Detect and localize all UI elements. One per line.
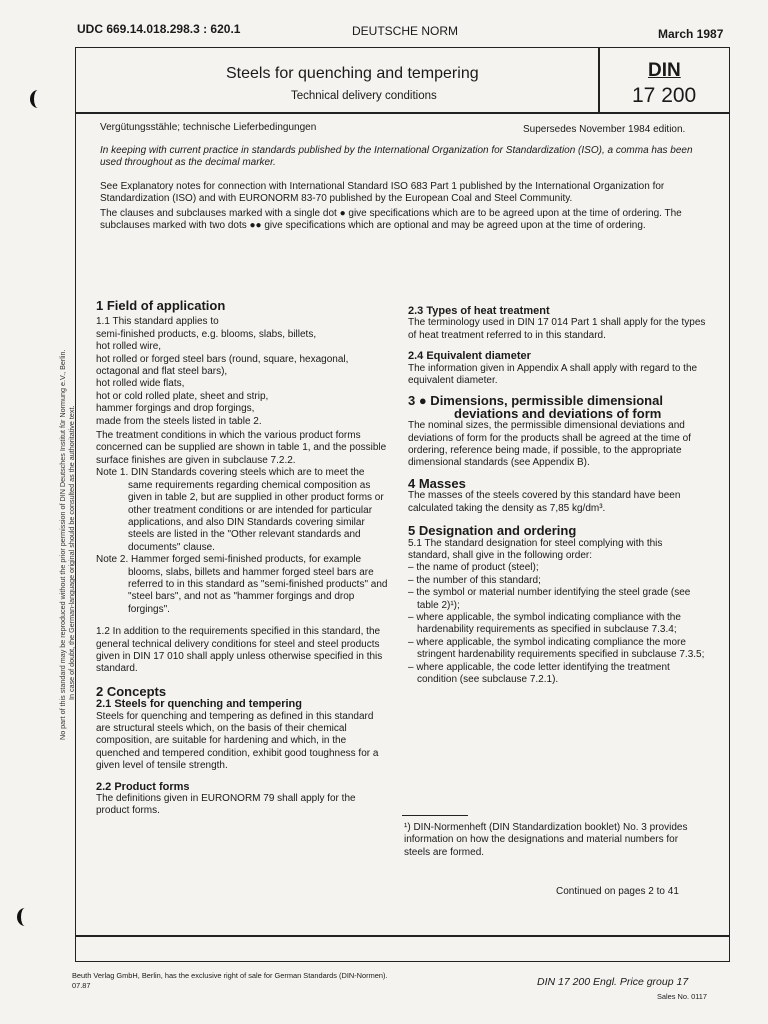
din-number: 17 200 — [632, 84, 697, 107]
clauses-note: The clauses and subclauses marked with a single dot ● give specifications which are to be agreed upon at the time of ordering. The subclauses marked with two dots ●● give specifications which are optional and may be agreed upon at the time of ordering. — [100, 208, 682, 232]
footer-divider — [75, 935, 730, 937]
german-title: Vergütungsstähle; technische Lieferbedingungen — [100, 122, 317, 133]
footnote-rule — [402, 815, 468, 816]
margin-language-note: In case of doubt, the German-language original should be consulted as the authoritative text. — [67, 405, 76, 700]
clause-1-1: 1.1 This standard applies to — [96, 316, 219, 328]
clause-2-1-title: 2.1 Steels for quenching and tempering — [96, 698, 302, 711]
section-4-title: 4 Masses — [408, 475, 466, 491]
document-subtitle: Technical delivery conditions — [291, 90, 437, 102]
sales-number: Sales No. 0117 — [657, 992, 707, 1001]
norm-type: DEUTSCHE NORM — [352, 24, 459, 38]
treatment-text: The treatment conditions in which the various product forms concerned can be supplied are shown in table 1, and the possible surface finishes are given in subclause 7.2.2. — [96, 430, 387, 466]
clause-2-4: The information given in Appendix A shall apply with regard to the equivalent diameter. — [408, 362, 698, 387]
list-item: hot or cold rolled plate, sheet and strip, — [96, 390, 269, 402]
footnote: ¹) DIN-Normenheft (DIN Standardization booklet) No. 3 provides information on how the designations and material numbers for steels are formed. — [404, 822, 688, 858]
issue-date: March 1987 — [658, 27, 724, 41]
dash-item: – the number of this standard; — [408, 574, 541, 586]
dash-item: – where applicable, the symbol indicating compliance with the hardenability requirements as specified in subclause 7.3.4; — [408, 611, 681, 636]
section-1-title: 1 Field of application — [96, 298, 226, 313]
doc-code: 07.87 — [72, 981, 91, 990]
binding-mark-top — [30, 90, 46, 108]
left-column — [96, 300, 390, 818]
note-2: Note 2. Hammer forged semi-finished products, for example blooms, slabs, billets and hammer forged steel bars are referred to in this standard as "semi-finished products" and "steel bars", and not as "hammer forgings and drop forgings". — [96, 554, 388, 615]
clause-2-3-title: 2.3 Types of heat treatment — [408, 305, 550, 317]
section-3-text: The nominal sizes, the permissible dimensional deviations and deviations of form for the products shall be agreed at the time of ordering, reference being made, if possible, to the appropriate dimensional standards (see Appendix B). — [408, 420, 691, 469]
note-1: Note 1. DIN Standards covering steels which are to meet the same requirements regarding chemical composition as given in table 2, but are supplied in other product forms or other treatment conditions or are intended for particular applications, and also DIN Standards covering similar steels are listed in the "Other relevant standards and documents" clause. — [96, 467, 384, 553]
iso-note: In keeping with current practice in standards published by the International Organization for Standardization (ISO), a comma has been used throughout as the decimal marker. — [100, 145, 693, 169]
list-item: hot rolled wide flats, — [96, 378, 185, 390]
clause-2-4-title: 2.4 Equivalent diameter — [408, 350, 531, 363]
title-divider — [75, 112, 730, 114]
document-title: Steels for quenching and tempering — [226, 65, 479, 82]
udc-code: UDC 669.14.018.298.3 : 620.1 — [77, 22, 241, 36]
margin-copyright-note: No part of this standard may be reproduced without the prior permission of DIN Deutsches Institut für Normung e.V., Berlin. — [58, 349, 67, 740]
list-item: made from the steels listed in table 2. — [96, 415, 262, 427]
list-item: hot rolled wire, — [96, 341, 162, 353]
section-2-title: 2 Concepts — [96, 683, 167, 699]
dash-item: – where applicable, the symbol indicating compliance the more stringent hardenability requirements specified in subclause 7.3.5; — [408, 636, 705, 661]
list-item: hammer forgings and drop forgings, — [96, 403, 255, 415]
supersedes-note: Supersedes November 1984 edition. — [523, 124, 686, 135]
dash-item: – where applicable, the code letter identifying the treatment condition (see subclause 7.2.1). — [408, 661, 670, 685]
explanatory-note: See Explanatory notes for connection with International Standard ISO 683 Part 1 published by the International Organization for Standardization (ISO) and with EURONORM 83-70 published by the European Coal and Steel Community. — [100, 181, 665, 205]
clause-5-1: 5.1 The standard designation for steel complying with this standard, shall give in the following order: — [408, 537, 663, 561]
clause-2-2: The definitions given in EURONORM 79 shall apply for the product forms. — [96, 793, 356, 817]
clause-2-3: The terminology used in DIN 17 014 Part 1 shall apply for the types of heat treatment referred to in this standard. — [408, 317, 706, 341]
dash-item: – the name of product (steel); — [408, 562, 539, 574]
dash-item: – the symbol or material number identifying the steel grade (see table 2)¹); — [408, 587, 691, 611]
clause-2-2-title: 2.2 Product forms — [96, 780, 190, 793]
section-4-text: The masses of the steels covered by this standard have been calculated taking the density as 7,85 kg/dm³. — [408, 490, 681, 514]
din-reference: DIN 17 200 Engl. Price group 17 — [537, 976, 689, 988]
beuth-notice: Beuth Verlag GmbH, Berlin, has the exclusive right of sale for German Standards (DIN-Normen). — [72, 971, 388, 980]
clause-2-1: Steels for quenching and tempering as defined in this standard are structural steels which, on the basis of their chemical composition, are suitable for hardening and which, in the quenched and tempered condition, exhibit good toughness for a given level of tensile strength. — [96, 710, 379, 772]
din-box-divider — [598, 47, 600, 113]
list-item: hot rolled or forged steel bars (round, square, hexagonal, octagonal and flat steel bars), — [96, 353, 349, 378]
right-column — [408, 305, 706, 686]
din-label: DIN — [648, 60, 681, 81]
section-5-title: 5 Designation and ordering — [408, 523, 577, 539]
list-item: semi-finished products, e.g. blooms, slabs, billets, — [96, 328, 317, 340]
binding-mark-bottom — [17, 908, 33, 926]
continued-note: Continued on pages 2 to 41 — [556, 886, 679, 897]
section-3-title: 3 ● Dimensions, permissible dimensional deviations and deviations of form — [408, 393, 663, 421]
clause-1-2: 1.2 In addition to the requirements specified in this standard, the general technical delivery conditions for steel and steel products given in DIN 17 010 shall apply unless otherwise specified in this standard. — [96, 626, 383, 675]
